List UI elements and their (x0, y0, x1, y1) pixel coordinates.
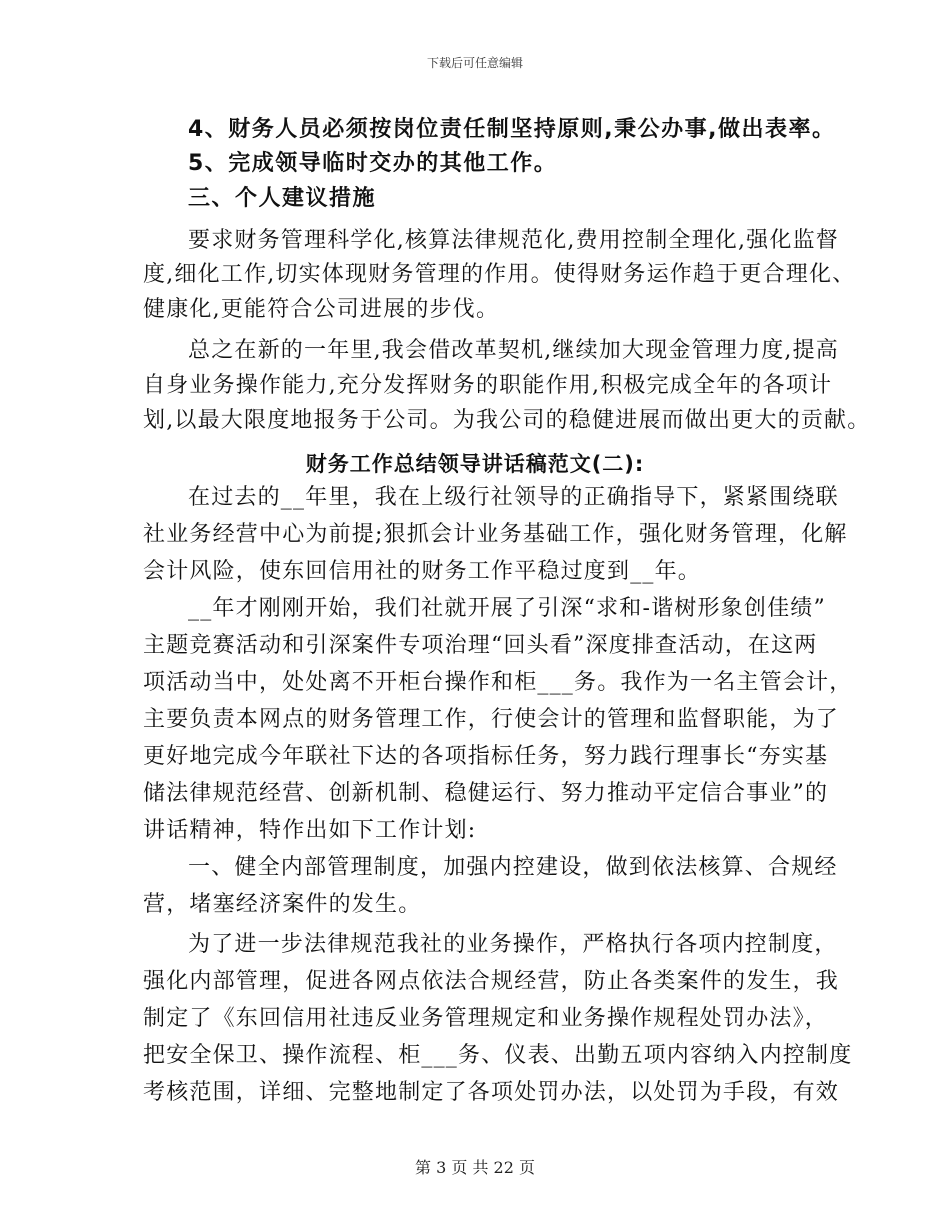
paragraph-line: 把安全保卫、操作流程、柜___务、仪表、出勤五项内容纳入内控制度 (143, 1043, 853, 1068)
paragraph-line: 社业务经营中心为前提;狠抓会计业务基础工作，强化财务管理，化解 (143, 522, 848, 547)
paragraph-line: __年才刚刚开始，我们社就开展了引深“求和-谐树形象创佳绩” (188, 596, 826, 621)
paragraph-line: 度,细化工作,切实体现财务管理的作用。使得财务运作趋于更合理化、 (143, 262, 856, 287)
paragraph-line: 划,以最大限度地报务于公司。为我公司的稳健进展而做出更大的贡献。 (143, 408, 871, 433)
paragraph-line: 自身业务操作能力,充分发挥财务的职能作用,积极完成全年的各项计 (143, 373, 833, 398)
paragraph-line: 总之在新的一年里,我会借改革契机,继续加大现金管理力度,提高 (188, 338, 839, 363)
paragraph-line: 更好地完成今年联社下达的各项指标任务，努力践行理事长“夯实基 (143, 744, 829, 769)
list-item-4: 4、财务人员必须按岗位责任制坚持原则,秉公办事,做出表率。 (188, 117, 836, 142)
paragraph-line: 要求财务管理科学化,核算法律规范化,费用控制全理化,强化监督 (188, 228, 839, 253)
paragraph-line: 健康化,更能符合公司进展的步伐。 (143, 297, 500, 322)
section-heading-3: 三、个人建议措施 (188, 186, 377, 211)
list-item-5: 5、完成领导临时交办的其他工作。 (188, 151, 558, 176)
paragraph-line: 讲话精神，特作出如下工作计划: (143, 818, 477, 843)
paragraph-line: 主要负责本网点的财务管理工作，行使会计的管理和监督职能，为了 (143, 707, 840, 732)
paragraph-line: 储法律规范经营、创新机制、稳健运行、努力推动平定信合事业”的 (143, 781, 829, 806)
paragraph-line: 会计风险，使东回信用社的财务工作平稳过度到__年。 (143, 559, 702, 584)
paragraph-line: 考核范围，详细、完整地制定了各项处罚办法，以处罚为手段，有效 (143, 1080, 840, 1105)
page-header-note: 下载后可任意编辑 (426, 56, 523, 70)
paragraph-line: 主题竞赛活动和引深案件专项治理“回头看”深度排查活动，在这两 (143, 633, 818, 658)
article-subtitle: 财务工作总结领导讲话稿范文(二): (305, 452, 645, 476)
page-number: 第 3 页 共 22 页 (415, 1158, 535, 1177)
paragraph-line: 一、健全内部管理制度，加强内控建设，做到依法核算、合规经 (188, 855, 838, 880)
paragraph-line: 强化内部管理，促进各网点依法合规经营，防止各类案件的发生，我 (143, 969, 840, 994)
paragraph-line: 在过去的__年里，我在上级行社领导的正确指导下，紧紧围绕联 (188, 485, 839, 510)
paragraph-line: 制定了《东回信用社违反业务管理规定和业务操作规程处罚办法》， (143, 1006, 829, 1031)
paragraph-line: 为了进一步法律规范我社的业务操作，严格执行各项内控制度， (188, 932, 838, 957)
paragraph-line: 项活动当中，处处离不开柜台操作和柜___务。我作为一名主管会计， (143, 670, 853, 695)
paragraph-line: 营，堵塞经济案件的发生。 (143, 892, 422, 917)
